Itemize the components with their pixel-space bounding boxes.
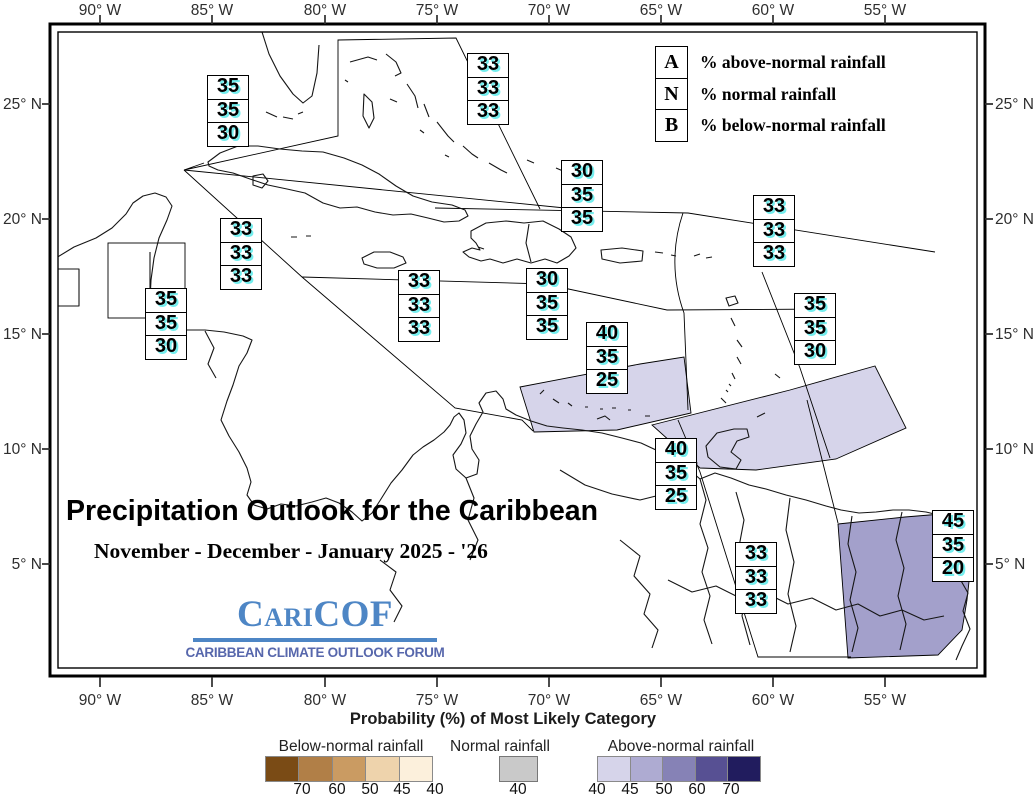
lon-label-bottom: 85° W xyxy=(190,692,234,709)
legend-text-above: % above-normal rainfall xyxy=(700,52,886,72)
lon-label-top: 70° W xyxy=(527,2,571,19)
above-tick: 50 xyxy=(655,781,673,798)
above-tick: 40 xyxy=(588,781,606,798)
lon-label-bottom: 90° W xyxy=(78,692,122,709)
below-tick: 50 xyxy=(361,781,379,798)
forecast-stack xyxy=(561,160,603,232)
logo-underline xyxy=(193,638,437,642)
lon-label-bottom: 80° W xyxy=(303,692,347,709)
legend-row-below xyxy=(655,109,886,142)
stack-value: 30 xyxy=(207,122,249,147)
forecast-stack xyxy=(586,322,628,394)
above-swatch-40 xyxy=(597,756,631,782)
below-swatch-50 xyxy=(332,756,366,782)
legend-key-a: A xyxy=(655,46,688,79)
forecast-stack xyxy=(794,293,836,365)
lon-label-top: 85° W xyxy=(190,2,234,19)
lon-label-top: 75° W xyxy=(415,2,459,19)
lon-label-top: 60° W xyxy=(751,2,795,19)
stack-value: 33 xyxy=(753,219,795,244)
legend-key-b: B xyxy=(655,109,688,142)
below-normal-label: Below-normal rainfall xyxy=(278,738,424,755)
caricof-logo xyxy=(183,595,447,660)
lat-label-left: 10° N xyxy=(3,441,42,458)
stack-value: 40 xyxy=(586,322,628,347)
map-period: November - December - January 2025 - '26 xyxy=(94,539,488,563)
lat-label-right: 25° N xyxy=(995,96,1034,113)
stack-value: 35 xyxy=(145,288,187,313)
stack-value: 40 xyxy=(655,438,697,463)
above-tick: 60 xyxy=(688,781,706,798)
stack-value: 33 xyxy=(220,242,262,267)
lon-label-top: 55° W xyxy=(863,2,907,19)
stack-value: 35 xyxy=(207,75,249,100)
stack-value: 35 xyxy=(932,534,974,559)
stack-value: 33 xyxy=(467,77,509,102)
below-swatch-40 xyxy=(399,756,433,782)
stack-value: 35 xyxy=(561,207,603,232)
legend-text-below: % below-normal rainfall xyxy=(700,115,886,135)
stack-value: 35 xyxy=(526,315,568,340)
lon-label-bottom: 75° W xyxy=(415,692,459,709)
stack-value: 45 xyxy=(932,510,974,535)
stack-value: 35 xyxy=(794,317,836,342)
stack-value: 35 xyxy=(526,292,568,317)
stack-value: 35 xyxy=(207,99,249,124)
lat-label-right: 10° N xyxy=(995,441,1034,458)
stack-value: 35 xyxy=(586,346,628,371)
legend-text-normal: % normal rainfall xyxy=(700,83,837,104)
wordmark-cof: COF xyxy=(313,594,393,635)
below-tick: 45 xyxy=(393,781,411,798)
stack-value: 35 xyxy=(794,293,836,318)
stack-value: 33 xyxy=(398,270,440,295)
lon-label-top: 65° W xyxy=(639,2,683,19)
stack-value: 25 xyxy=(586,369,628,394)
stack-value: 33 xyxy=(735,566,777,591)
stack-value: 30 xyxy=(145,335,187,360)
forecast-stack xyxy=(467,53,509,125)
legend-row-above xyxy=(655,46,886,79)
above-swatch-45 xyxy=(630,756,664,782)
lon-label-bottom: 70° W xyxy=(527,692,571,709)
lat-label-left: 5° N xyxy=(11,556,42,573)
above-swatch-60 xyxy=(695,756,729,782)
stack-value: 35 xyxy=(655,462,697,487)
below-normal-colorbar xyxy=(265,756,433,782)
above-tick: 45 xyxy=(621,781,639,798)
forecast-stack xyxy=(753,195,795,267)
caricof-wordmark xyxy=(183,595,447,638)
forecast-stack xyxy=(220,218,262,290)
forecast-stack xyxy=(735,542,777,614)
lat-label-right: 5° N xyxy=(995,556,1026,573)
stack-value: 30 xyxy=(561,160,603,185)
legend-key-n: N xyxy=(655,78,688,111)
below-swatch-70 xyxy=(265,756,299,782)
stack-value: 33 xyxy=(753,242,795,267)
above-normal-colorbar xyxy=(597,756,761,782)
above-normal-label: Above-normal rainfall xyxy=(607,738,755,755)
legend-row-normal xyxy=(655,78,886,111)
stack-value: 30 xyxy=(794,340,836,365)
stack-value: 33 xyxy=(735,589,777,614)
stack-value: 33 xyxy=(398,294,440,319)
above-tick: 70 xyxy=(722,781,740,798)
stack-value: 33 xyxy=(220,218,262,243)
above-swatch-50 xyxy=(662,756,696,782)
lat-label-left: 20° N xyxy=(3,211,42,228)
forecast-stack xyxy=(526,268,568,340)
map-title: Precipitation Outlook for the Caribbean xyxy=(66,495,599,527)
stack-value: 33 xyxy=(467,53,509,78)
normal-label: Normal rainfall xyxy=(450,738,550,755)
below-tick: 60 xyxy=(328,781,346,798)
stack-value: 33 xyxy=(220,265,262,290)
stack-value: 33 xyxy=(753,195,795,220)
lon-label-top: 90° W xyxy=(78,2,122,19)
lon-label-bottom: 55° W xyxy=(863,692,907,709)
anb-legend xyxy=(655,46,886,142)
stack-value: 20 xyxy=(932,557,974,582)
stack-value: 33 xyxy=(735,542,777,567)
colorbar-title: Probability (%) of Most Likely Category xyxy=(349,710,657,728)
normal-swatch-40 xyxy=(499,756,538,782)
forecast-stack xyxy=(145,288,187,360)
forecast-stack xyxy=(398,270,440,342)
above-swatch-70 xyxy=(727,756,761,782)
wordmark-c: C xyxy=(236,594,265,635)
logo-tagline: CARIBBEAN CLIMATE OUTLOOK FORUM xyxy=(185,645,445,660)
lon-label-top: 80° W xyxy=(303,2,347,19)
normal-tick: 40 xyxy=(509,781,527,798)
forecast-stack xyxy=(655,438,697,510)
forecast-stack xyxy=(932,510,974,582)
lat-label-right: 20° N xyxy=(995,211,1034,228)
stack-value: 25 xyxy=(655,485,697,510)
below-tick: 70 xyxy=(293,781,311,798)
lat-label-left: 25° N xyxy=(3,96,42,113)
stack-value: 33 xyxy=(398,317,440,342)
below-tick: 40 xyxy=(426,781,444,798)
below-swatch-45 xyxy=(365,756,399,782)
lat-label-left: 15° N xyxy=(3,326,42,343)
stack-value: 33 xyxy=(467,100,509,125)
lon-label-bottom: 60° W xyxy=(751,692,795,709)
below-swatch-60 xyxy=(298,756,332,782)
wordmark-ari: ARI xyxy=(264,603,314,632)
lat-label-right: 15° N xyxy=(995,326,1034,343)
stack-value: 30 xyxy=(526,268,568,293)
stack-value: 35 xyxy=(145,312,187,337)
forecast-stack xyxy=(207,75,249,147)
stack-value: 35 xyxy=(561,184,603,209)
lon-label-bottom: 65° W xyxy=(639,692,683,709)
